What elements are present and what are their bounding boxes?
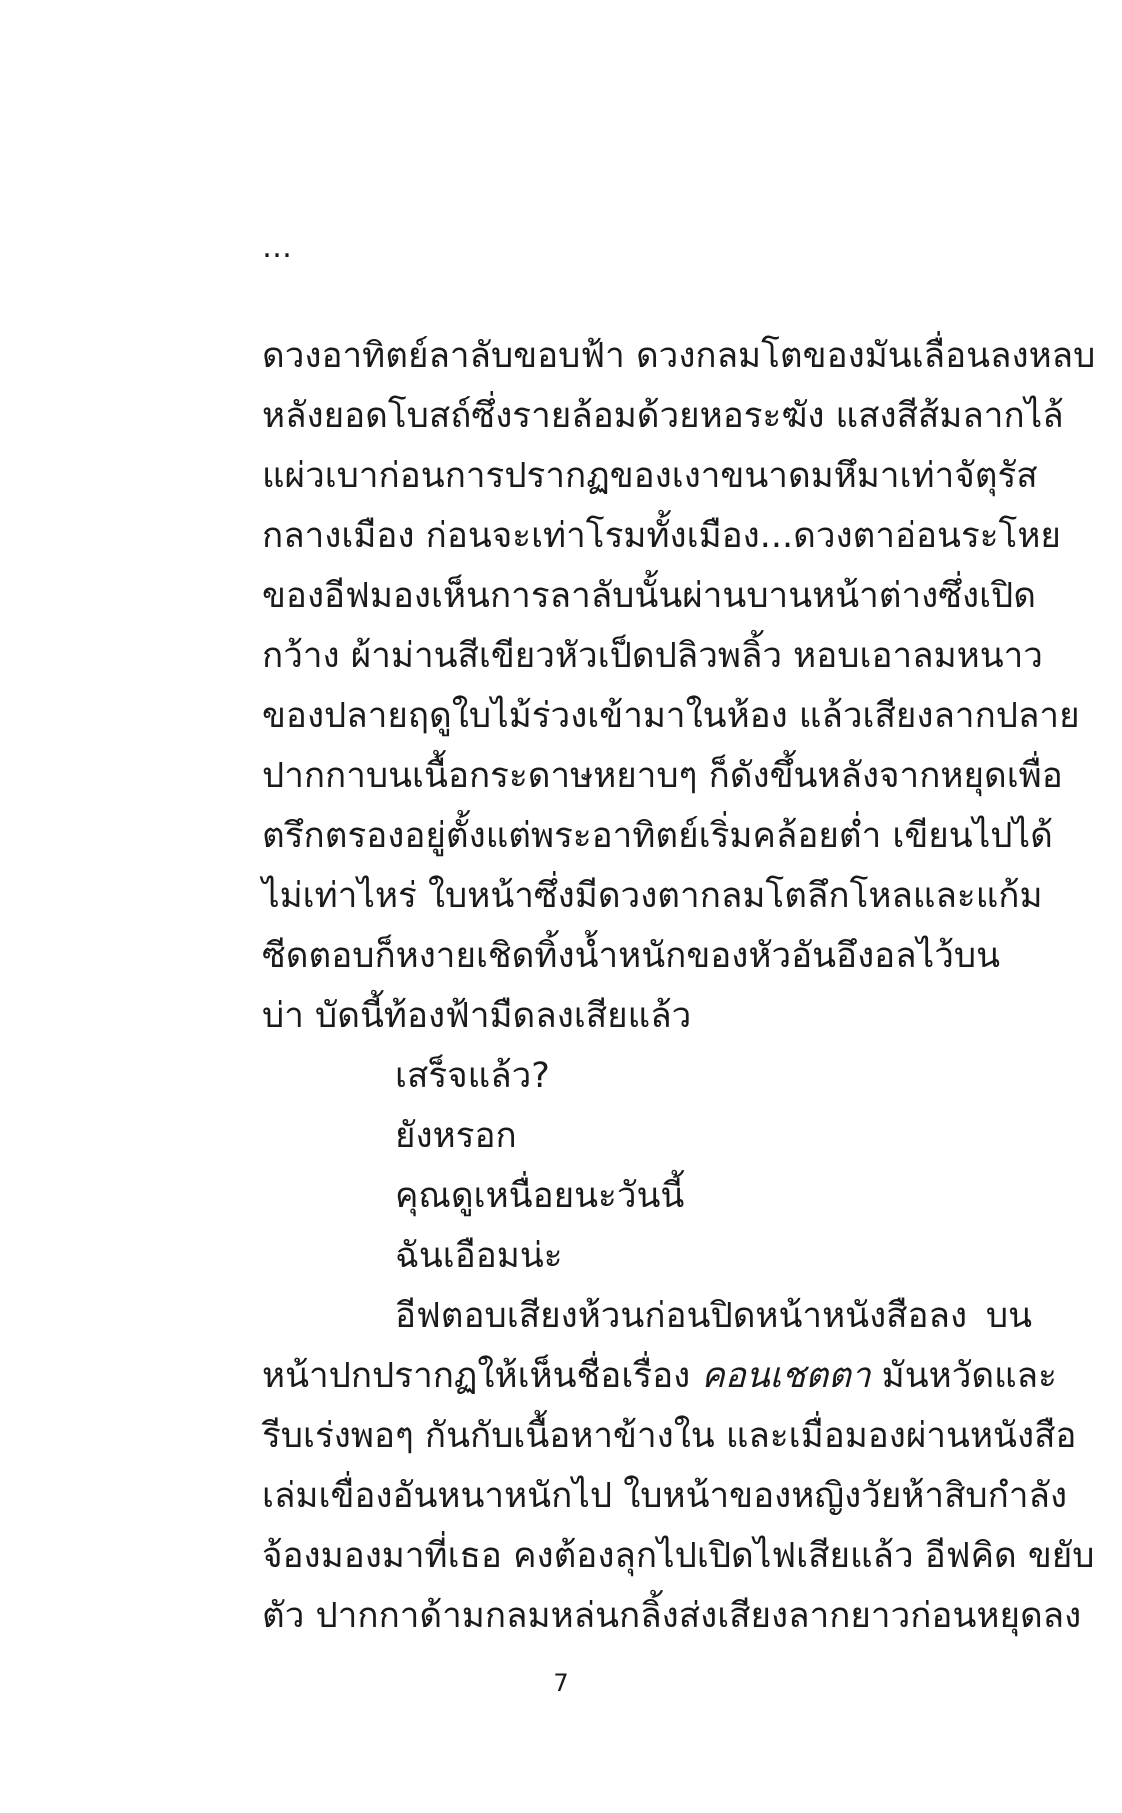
paragraph-line: แผ่วเบาก่อนการปรากฏของเงาขนาดมหึมาเท่าจัตุรัส bbox=[262, 456, 1038, 496]
book-title: คอนเชตตา bbox=[701, 1356, 871, 1396]
dialogue-line: คุณดูเหนื่อยนะวันนี้ bbox=[395, 1176, 685, 1216]
body-text bbox=[262, 326, 1096, 1646]
scene-break-ellipsis: … bbox=[262, 230, 293, 265]
paragraph-line: อีฟตอบเสียงห้วนก่อนปิดหน้าหนังสือลง บน bbox=[395, 1296, 1032, 1336]
paragraph-line: ตรึกตรองอยู่ตั้งแต่พระอาทิตย์เริ่มคล้อยต่ำ เขียนไปได้ bbox=[262, 816, 1053, 856]
dialogue-line: ฉันเอือมน่ะ bbox=[395, 1236, 563, 1276]
paragraph-line: ของปลายฤดูใบไม้ร่วงเข้ามาในห้อง แล้วเสียงลากปลาย bbox=[262, 696, 1080, 736]
paragraph-line: ของอีฟมองเห็นการลาลับนั้นผ่านบานหน้าต่างซึ่งเปิด bbox=[262, 576, 1036, 616]
text-segment: มันหวัดและ bbox=[870, 1356, 1057, 1396]
paragraph-line: บ่า บัดนี้ท้องฟ้ามืดลงเสียแล้ว bbox=[262, 996, 692, 1036]
paragraph-line: กลางเมือง ก่อนจะเท่าโรมทั้งเมือง...ดวงตาอ่อนระโหย bbox=[262, 516, 1061, 556]
paragraph-line: ดวงอาทิตย์ลาลับขอบฟ้า ดวงกลมโตของมันเลื่อนลงหลบ bbox=[262, 336, 1096, 376]
text-segment: หน้าปกปรากฏให้เห็นชื่อเรื่อง bbox=[262, 1356, 702, 1396]
paragraph-line: ตัว ปากกาด้ามกลมหล่นกลิ้งส่งเสียงลากยาวก่อนหยุดลง bbox=[262, 1596, 1082, 1636]
paragraph-line: หลังยอดโบสถ์ซึ่งรายล้อมด้วยหอระฆัง แสงสีส้มลากไล้ bbox=[262, 396, 1064, 436]
paragraph-line-with-title bbox=[262, 1346, 1057, 1406]
page-number: 7 bbox=[553, 1669, 569, 1697]
paragraph-line: เล่มเขื่องอันหนาหนักไป ใบหน้าของหญิงวัยห้าสิบกำลัง bbox=[262, 1476, 1068, 1516]
paragraph-line: กว้าง ผ้าม่านสีเขียวหัวเป็ดปลิวพลิ้ว หอบเอาลมหนาว bbox=[262, 636, 1043, 676]
paragraph-line: ซีดตอบก็หงายเชิดทิ้งน้ำหนักของหัวอันอึงอลไว้บน bbox=[262, 936, 1001, 976]
paragraph-line: ไม่เท่าไหร่ ใบหน้าซึ่งมีดวงตากลมโตลึกโหลและแก้ม bbox=[262, 876, 1043, 916]
paragraph-line: จ้องมองมาที่เธอ คงต้องลุกไปเปิดไฟเสียแล้ว อีฟคิด ขยับ bbox=[262, 1536, 1095, 1576]
paragraph-line: ปากกาบนเนื้อกระดาษหยาบๆ ก็ดังขึ้นหลังจากหยุดเพื่อ bbox=[262, 756, 1063, 796]
paragraph-line: รีบเร่งพอๆ กันกับเนื้อหาข้างใน และเมื่อมองผ่านหนังสือ bbox=[262, 1416, 1077, 1456]
dialogue-line: ยังหรอก bbox=[395, 1116, 517, 1156]
dialogue-line: เสร็จแล้ว? bbox=[395, 1056, 550, 1096]
